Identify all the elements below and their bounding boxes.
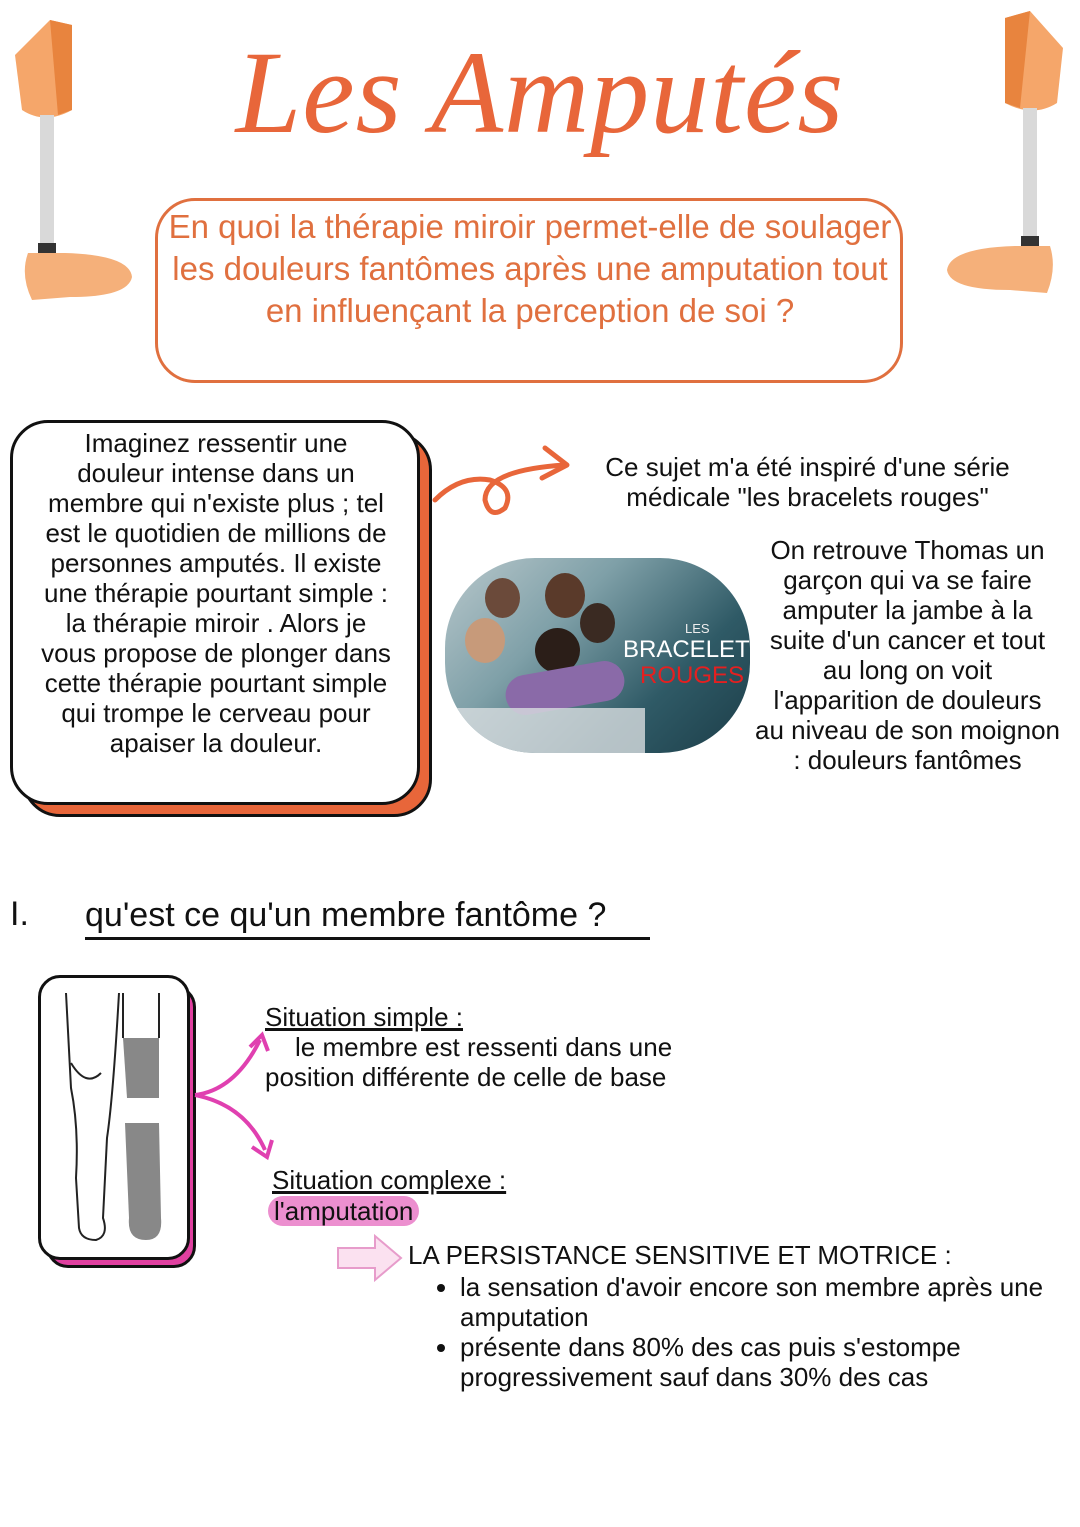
intro-line: la thérapie miroir . Alors je xyxy=(65,608,367,638)
section-number: I. xyxy=(10,895,29,933)
intro-line: vous propose de plonger dans xyxy=(41,638,391,668)
intro-line: douleur intense dans un xyxy=(77,458,355,488)
intro-line: personnes amputés. Il existe xyxy=(50,548,382,578)
intro-line: une thérapie pourtant simple : xyxy=(44,578,388,608)
intro-line: apaiser la douleur. xyxy=(109,728,323,758)
series-poster-image xyxy=(445,558,750,753)
legs-drawing-icon xyxy=(41,978,190,1260)
story-line: On retrouve Thomas un xyxy=(770,535,1045,565)
right-arrow-icon xyxy=(335,1233,405,1283)
phantom-leg-illustration xyxy=(38,975,190,1260)
intro-line: membre qui n'existe plus ; tel xyxy=(48,488,384,518)
intro-line: Imaginez ressentir une xyxy=(84,428,348,458)
poster-bracelet: BRACELET xyxy=(623,636,750,663)
persistence-bullets xyxy=(432,1272,1080,1392)
intro-line: est le quotidien de millions de xyxy=(45,518,387,548)
poster-rouges: ROUGES xyxy=(640,662,745,689)
story-line: au long on voit xyxy=(822,655,993,685)
simple-situation-label: Situation simple : xyxy=(265,1002,463,1032)
intro-line: cette thérapie pourtant simple xyxy=(44,668,388,698)
story-line: garçon qui va se faire xyxy=(783,565,1032,595)
story-line: au niveau de son moignon xyxy=(754,715,1060,745)
bullet-item: • présente dans 80% des cas puis s'estompe progressivement sauf dans 30% des cas xyxy=(460,1332,1020,1392)
simple-line: le membre est ressenti dans une xyxy=(295,1032,673,1062)
amputation-highlight: l'amputation xyxy=(268,1196,419,1226)
persistence-title: LA PERSISTANCE SENSITIVE ET MOTRICE : xyxy=(408,1240,952,1270)
simple-situation-text xyxy=(265,1032,672,1092)
poster-les: LES xyxy=(685,621,710,636)
inspiration-line: médicale "les bracelets rouges" xyxy=(626,482,989,512)
complex-situation-label: Situation complexe : xyxy=(272,1165,507,1195)
intro-text xyxy=(14,428,418,758)
inspiration-line: Ce sujet m'a été inspiré d'une série xyxy=(605,452,1010,482)
story-line: amputer la jambe à la xyxy=(782,595,1033,625)
story-line: l'apparition de douleurs xyxy=(773,685,1042,715)
curly-arrow-icon xyxy=(430,430,575,530)
section-title: qu'est ce qu'un membre fantôme ? xyxy=(85,893,650,940)
simple-line: position différente de celle de base xyxy=(265,1062,667,1092)
story-text xyxy=(745,535,1070,775)
story-line: : douleurs fantômes xyxy=(793,745,1022,775)
story-line: suite d'un cancer et tout xyxy=(769,625,1046,655)
page-title: Les Amputés xyxy=(235,27,845,158)
complex-highlight xyxy=(268,1196,419,1226)
inspiration-note xyxy=(575,452,1040,512)
research-question: En quoi la thérapie miroir permet-elle de soulager les douleurs fantômes après une amputation tout en influençant la perception de soi ? xyxy=(168,208,892,329)
intro-line: qui trompe le cerveau pour xyxy=(61,698,371,728)
bullet-item: • la sensation d'avoir encore son membre après une amputation xyxy=(460,1272,1080,1332)
